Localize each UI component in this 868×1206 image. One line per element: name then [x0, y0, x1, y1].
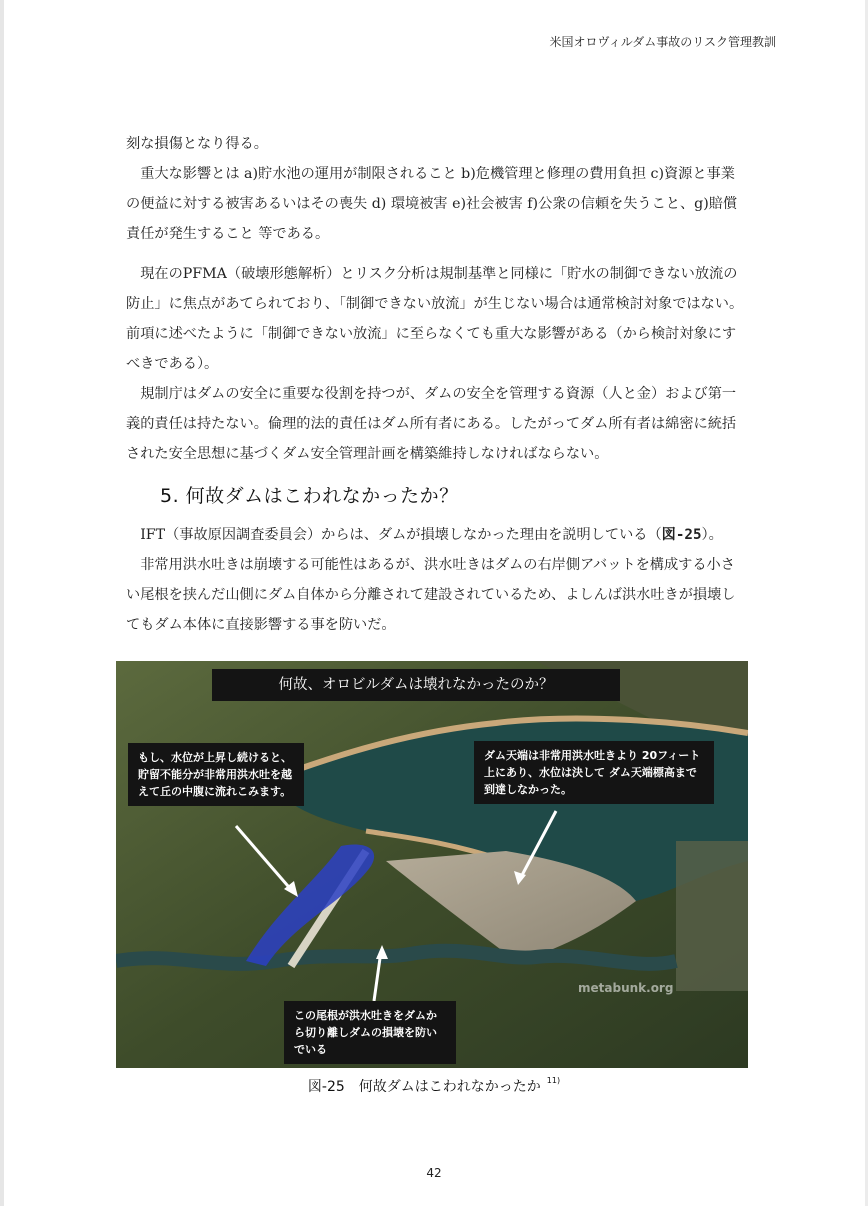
text-block-2 — [126, 259, 744, 469]
callout-ridge: この尾根が洪水吐きをダムから切り離しダムの損壊を防いでいる — [284, 1001, 456, 1064]
paragraph — [126, 520, 744, 550]
text-block-1 — [126, 129, 744, 249]
paragraph: 重大な影響とは a)貯水池の運用が制限されること b)危機管理と修理の費用負担 c)資源と事業の便益に対する被害あるいはその喪失 d) 環境被害 e)社会被害 f)公衆の信頼を失うこと、g)賠償責任が発生すること 等である。 — [126, 166, 738, 242]
paragraph: 規制庁はダムの安全に重要な役割を持つが、ダムの安全を管理する資源（人と金）および第一義的責任は持たない。倫理的法的責任はダム所有者にある。したがってダム所有者は綿密に統括された安全思想に基づくダム安全管理計画を構築維持しなければならない。 — [126, 386, 737, 462]
paragraph: 刻な損傷となり得る。 — [126, 136, 268, 152]
page-number: 42 — [426, 1166, 442, 1180]
running-header: 米国オロヴィルダム事故のリスク管理教訓 — [549, 35, 776, 49]
section-heading: 5. 何故ダムはこわれなかったか？ — [160, 485, 459, 507]
caption-reference: 11) — [546, 1076, 561, 1085]
caption-label: 図-25 何故ダムはこわれなかったか — [307, 1079, 541, 1095]
text-block-3 — [126, 520, 744, 640]
paragraph-text: IFT（事故原因調査委員会）からは、ダムが損壊しなかった理由を説明している（ — [140, 527, 662, 543]
figure-title-banner: 何故、オロビルダムは壊れなかったのか？ — [212, 669, 620, 701]
page-left-edge — [0, 0, 4, 1206]
paragraph-text: ）。 — [701, 527, 723, 543]
figure-reference: 図-25 — [661, 527, 702, 543]
callout-dam-crest: ダム天端は非常用洪水吐きより 20フィート上にあり、水位は決して ダム天端標高まで到達しなかった。 — [474, 741, 714, 804]
watermark: metabunk.org — [578, 981, 674, 995]
figure-caption — [0, 1076, 868, 1096]
paragraph: 非常用洪水吐きは崩壊する可能性はあるが、洪水吐きはダムの右岸側アバットを構成する小さい尾根を挟んだ山側にダム自体から分離されて建設されているため、よしんば洪水吐きが損壊してもダム本体に直接影響する事を防いだ。 — [126, 557, 736, 633]
callout-spillway-overflow: もし、水位が上昇し続けると、貯留不能分が非常用洪水吐を越えて丘の中腹に流れこみます。 — [128, 743, 304, 806]
aerial-photo-figure — [116, 661, 748, 1068]
paragraph: 現在のPFMA（破壊形態解析）とリスク分析は規制基準と同様に「貯水の制御できない放流の防止」に焦点があてられており、「制御できない放流」が生じない場合は通常検討対象ではない。前項に述べたように「制御できない放流」に至らなくても重大な影響がある（から検討対象にすべきである）。 — [126, 266, 744, 372]
